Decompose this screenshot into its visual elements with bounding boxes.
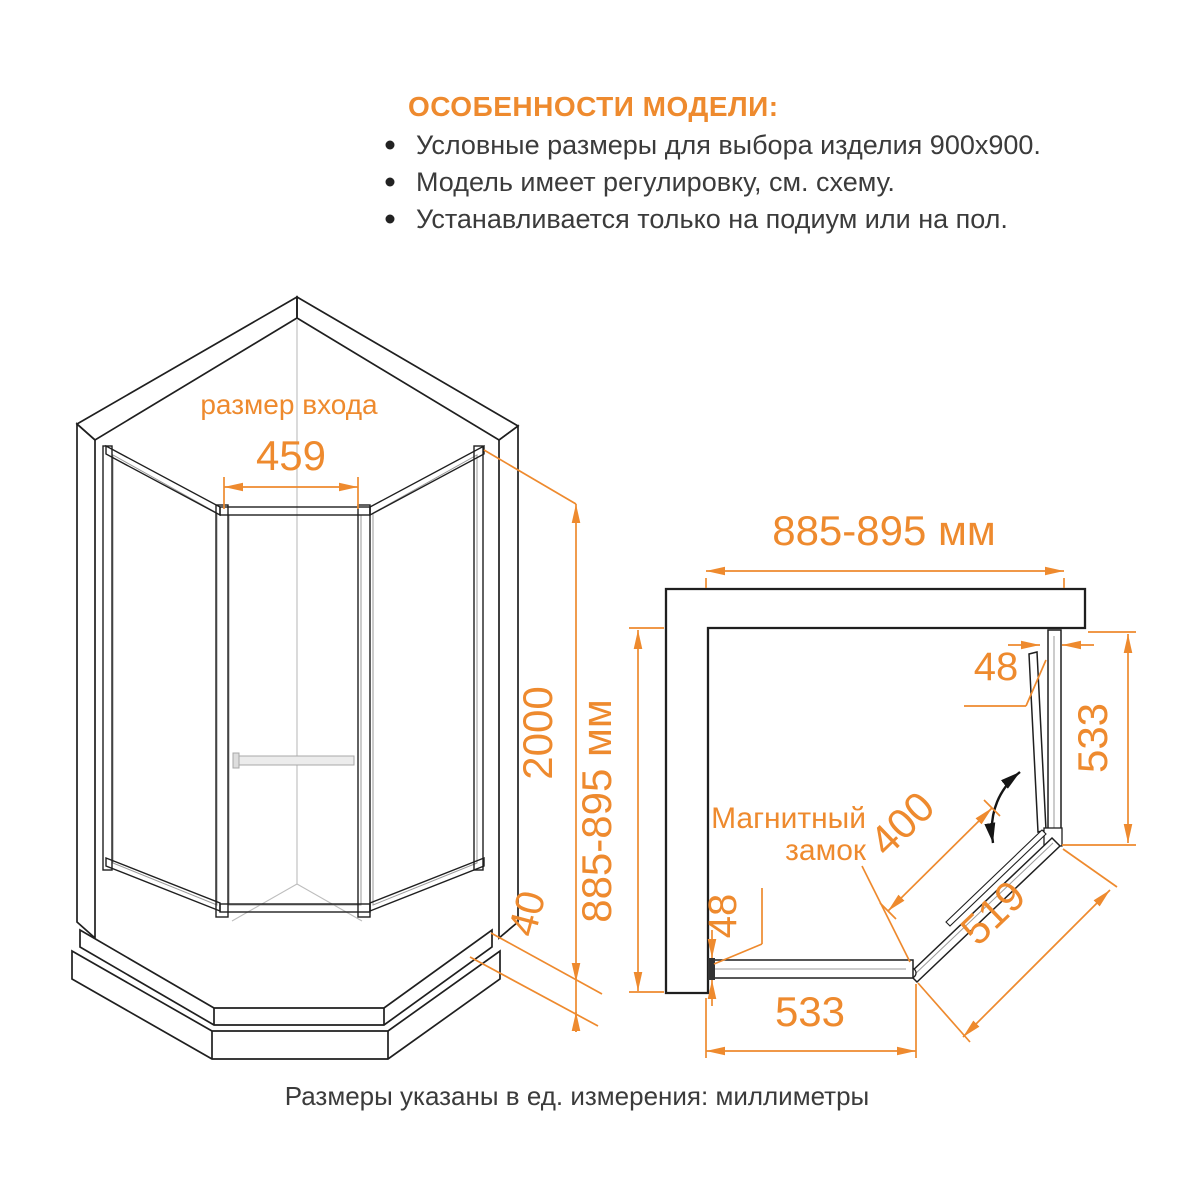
- feature-bullet: Модель имеет регулировку, см. схему.: [416, 167, 895, 197]
- units-note: Размеры указаны в ед. измерения: миллиметры: [284, 1081, 870, 1111]
- frame-bottom-left: [106, 858, 220, 911]
- door-swing-arrow-icon: [992, 772, 1020, 843]
- frame-post-back-right: [474, 446, 483, 870]
- wall-band-left: [77, 424, 95, 938]
- dim-profile-bottom-48: [701, 888, 762, 1006]
- glass-panel-front: [229, 515, 361, 905]
- feature-bullet: Устанавливается только на подиум или на пол.: [416, 204, 1008, 234]
- profile-right-value: 48: [973, 645, 1019, 689]
- diagonal-front-value: 519: [951, 871, 1035, 954]
- magnetic-lock-line1: Магнитный: [711, 802, 866, 835]
- top-view: [573, 507, 1136, 1058]
- bullet-dot-icon: [386, 141, 395, 150]
- base-lower-band: [72, 951, 500, 1059]
- frame-bottom-right: [370, 858, 484, 911]
- entrance-width-value: 459: [255, 432, 327, 479]
- entrance-size-label: размер входа: [200, 389, 378, 420]
- base-height-value: 40: [500, 886, 555, 941]
- frame-post-front-left: [216, 505, 228, 917]
- front-view-base: [72, 930, 500, 1059]
- glass-panel-left: [113, 455, 217, 905]
- front-view: [72, 297, 602, 1059]
- base-upper-band: [80, 930, 492, 1025]
- frame-post-front-right: [358, 505, 370, 917]
- overall-width-value: 885-895 мм: [772, 507, 996, 554]
- dim-overall-width: [706, 507, 1064, 588]
- plan-bottom-panel-cap: [708, 958, 715, 980]
- glass-panel-right: [373, 455, 477, 905]
- frame-post-back-left: [103, 446, 112, 870]
- height-value: 2000: [514, 686, 561, 780]
- dim-panel-right-533: [1062, 632, 1136, 845]
- door-opening-value: 400: [860, 782, 944, 865]
- towel-bar: [236, 756, 354, 765]
- dim-overall-depth: [573, 628, 664, 992]
- front-view-glass: [103, 446, 484, 917]
- bottom-panel-value: 533: [774, 988, 846, 1035]
- frame-top-front: [220, 507, 370, 515]
- dim-entrance-width: [200, 389, 378, 509]
- bullet-dot-icon: [386, 215, 395, 224]
- dim-height-2000: [484, 450, 576, 1032]
- overall-depth-value: 885-895 мм: [573, 699, 620, 923]
- dim-panel-bottom-533: [706, 984, 916, 1058]
- features-header: [386, 91, 1041, 234]
- towel-bar-bracket: [233, 753, 239, 768]
- profile-bottom-value: 48: [701, 893, 745, 939]
- page-title: ОСОБЕННОСТИ МОДЕЛИ:: [408, 91, 779, 122]
- right-panel-value: 533: [1069, 702, 1116, 774]
- bullet-dot-icon: [386, 178, 395, 187]
- feature-bullet: Условные размеры для выбора изделия 900x900.: [416, 130, 1041, 160]
- wall-band-right: [499, 426, 518, 938]
- magnetic-lock-line2: замок: [785, 834, 866, 867]
